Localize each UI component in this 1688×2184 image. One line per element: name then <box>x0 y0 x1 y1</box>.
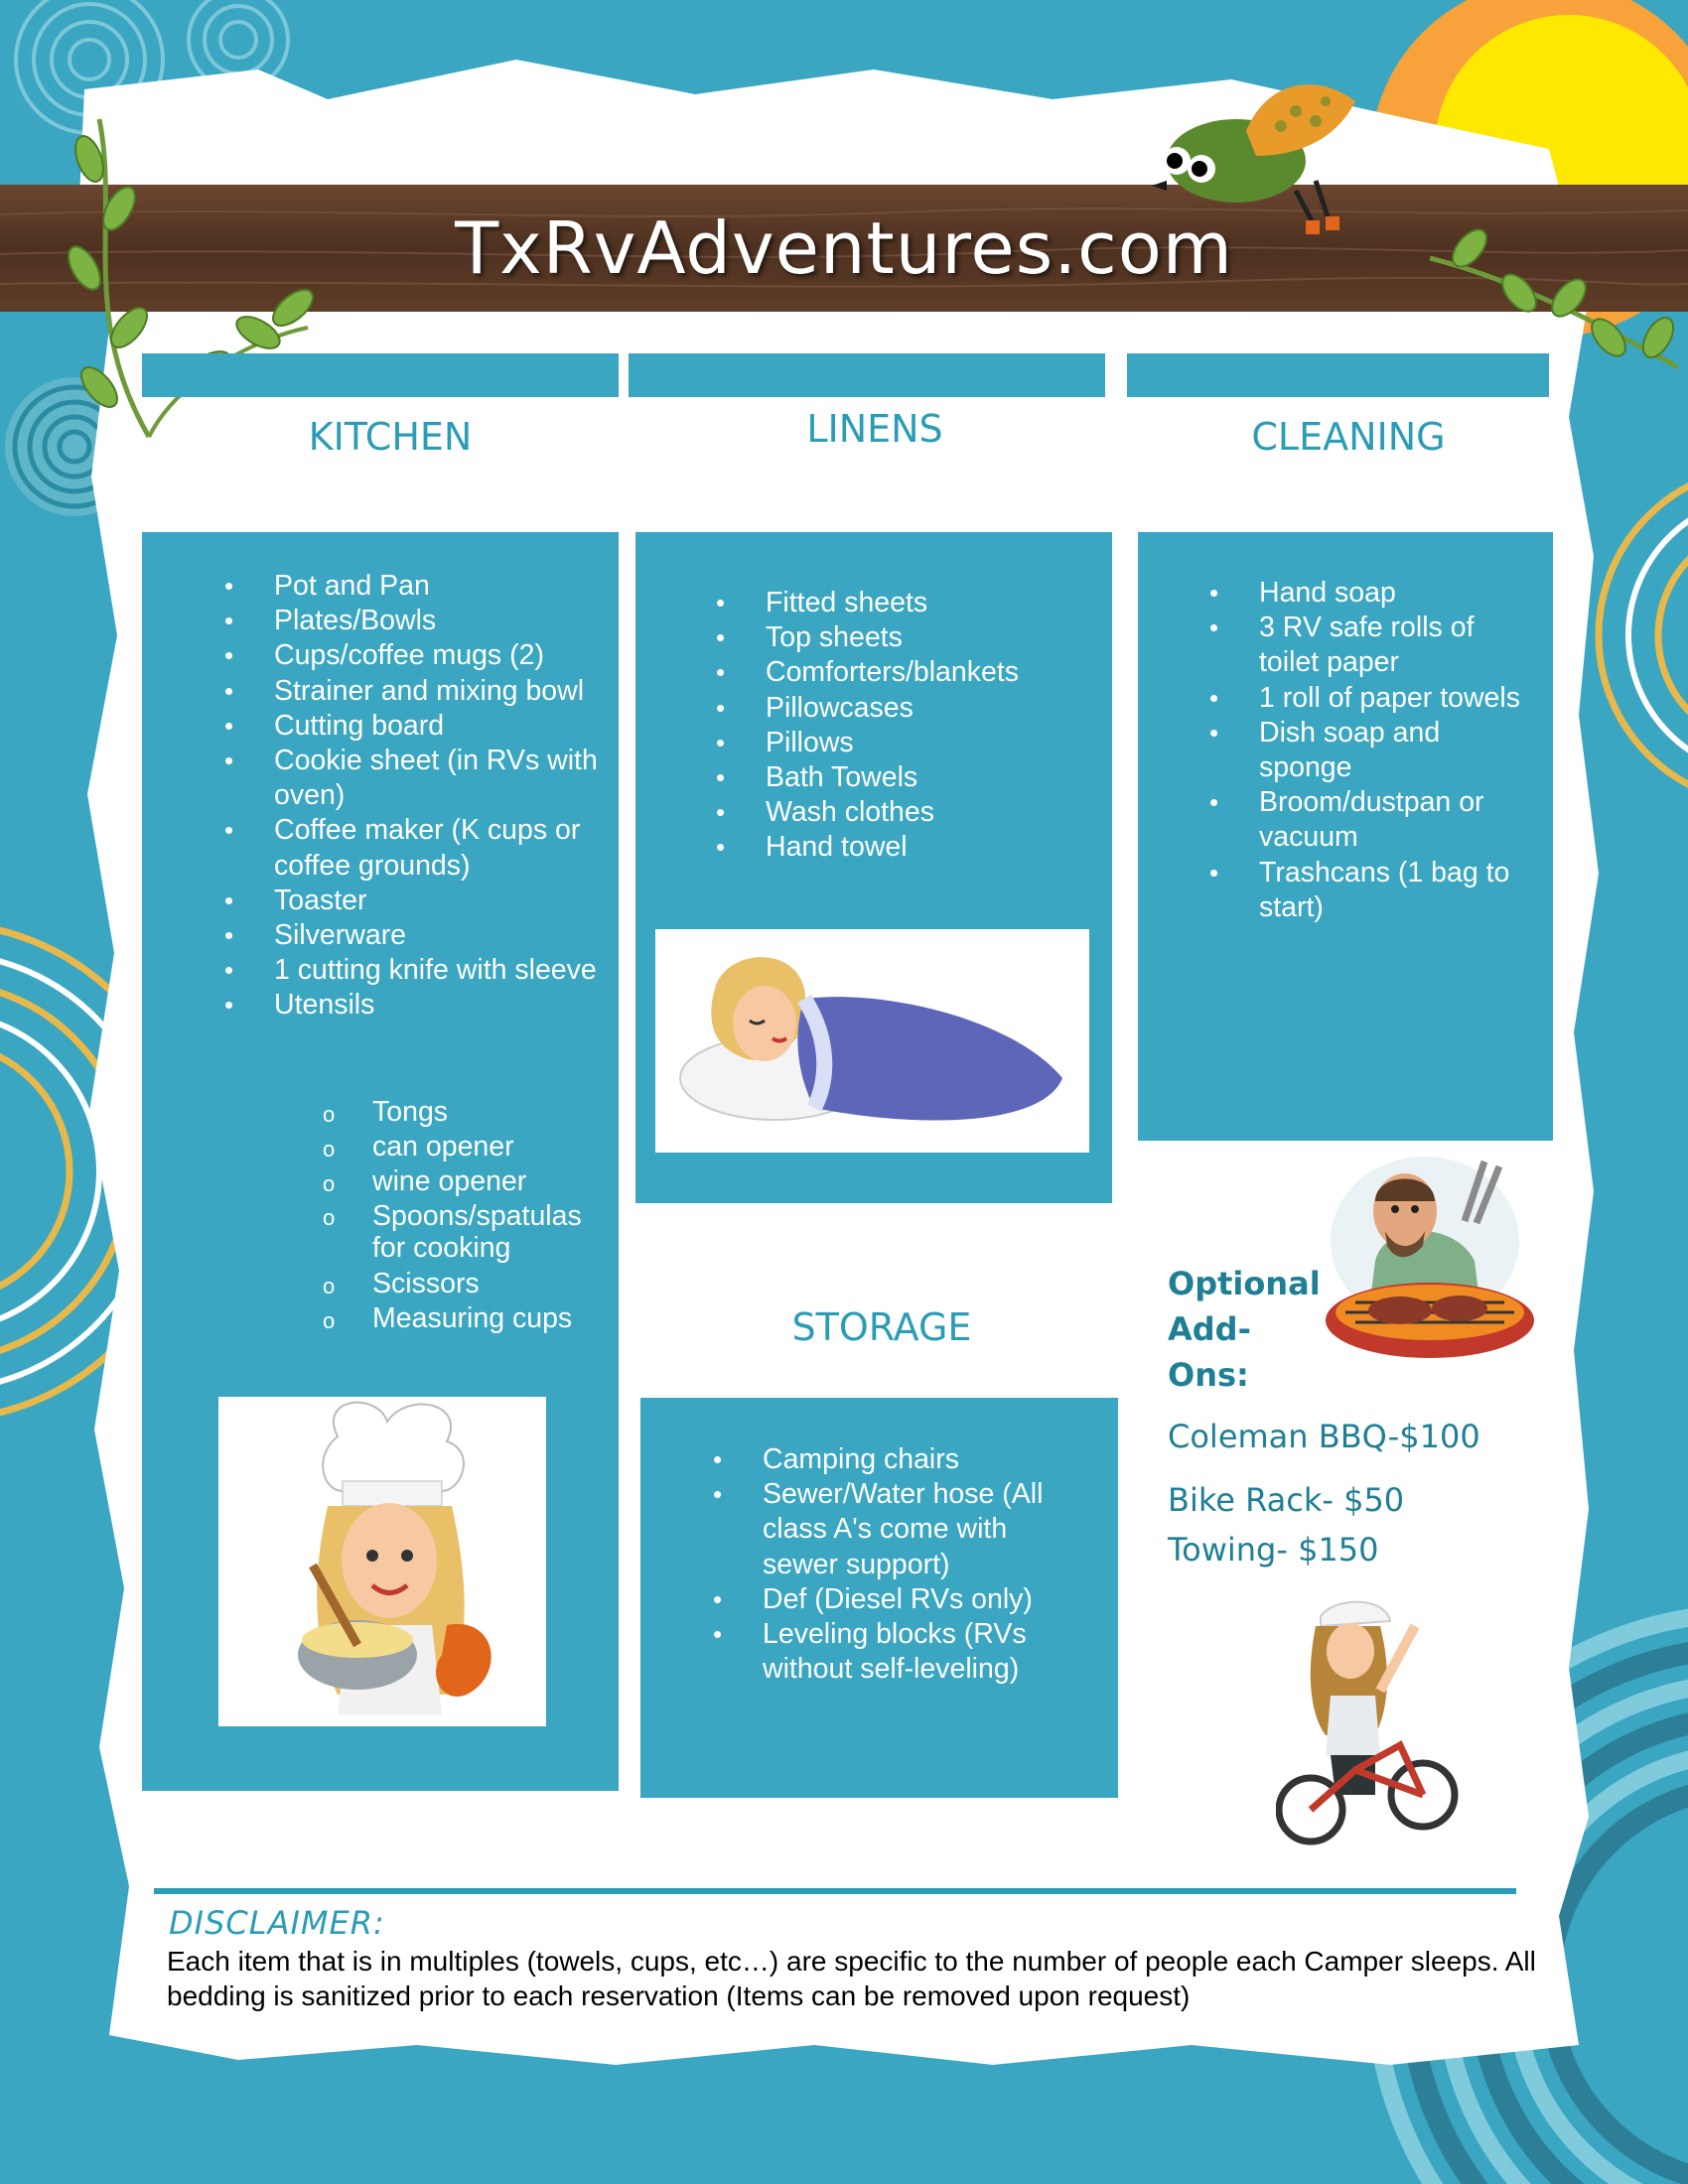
linens-heading: LINENS <box>806 407 943 451</box>
list-item: • Strainer and mixing bowl <box>274 674 612 709</box>
list-item: • Top sheets <box>766 620 1103 655</box>
cleaning-list <box>1259 576 1527 925</box>
list-item: o Spoons/spatulas for cooking <box>372 1200 611 1264</box>
divider-rule <box>154 1888 1516 1894</box>
list-item: o Tongs <box>372 1095 611 1130</box>
addon-bbq: Coleman BBQ-$100 <box>1168 1418 1480 1455</box>
linens-list <box>766 586 1103 866</box>
list-item: • Def (Diesel RVs only) <box>763 1582 1080 1617</box>
kitchen-list <box>274 569 612 1024</box>
list-item: • Hand towel <box>766 830 1103 865</box>
list-item: • Plates/Bowls <box>274 604 612 638</box>
list-item: • Bath Towels <box>766 760 1103 795</box>
list-item: • Toaster <box>274 884 612 918</box>
cleaning-heading: CLEANING <box>1251 415 1446 459</box>
site-title: TxRvAdventures.com <box>455 206 1233 290</box>
list-item: • Dish soap and sponge <box>1259 716 1527 785</box>
list-item: • Sewer/Water hose (All class A's come with sewer support) <box>763 1477 1080 1582</box>
list-item: • Cups/coffee mugs (2) <box>274 638 612 673</box>
sleeping-avatar-icon <box>655 929 1089 1153</box>
list-item: • Wash clothes <box>766 795 1103 830</box>
sleeping-illustration <box>655 929 1089 1153</box>
list-item: • 1 cutting knife with sleeve <box>274 953 612 988</box>
bird-icon <box>1147 62 1365 240</box>
chef-illustration <box>218 1397 546 1726</box>
bike-avatar-icon <box>1276 1596 1460 1856</box>
list-item: • Broom/dustpan or vacuum <box>1259 785 1527 855</box>
list-item: • Trashcans (1 bag to start) <box>1259 856 1527 925</box>
kitchen-topbar <box>142 353 619 397</box>
storage-heading: STORAGE <box>791 1305 972 1349</box>
disclaimer-text: Each item that is in multiples (towels, cups, etc…) are specific to the number of people each Camper sleeps. All bedding is sanitized prior to each reservation (Items can be removed upon request) <box>167 1946 1536 2011</box>
list-item: • Comforters/blankets <box>766 655 1103 690</box>
list-item: o Measuring cups <box>372 1301 611 1336</box>
list-item: • Pillowcases <box>766 691 1103 726</box>
addon-bike-rack: Bike Rack- $50 <box>1168 1481 1405 1519</box>
vine-left-icon <box>60 99 318 457</box>
chef-avatar-icon <box>218 1397 546 1726</box>
cleaning-topbar <box>1127 353 1549 397</box>
list-item: • Pillows <box>766 726 1103 760</box>
list-item: • Camping chairs <box>763 1442 1080 1477</box>
list-item: • Fitted sheets <box>766 586 1103 620</box>
list-item: • 1 roll of paper towels <box>1259 681 1527 716</box>
disclaimer-title: DISCLAIMER: <box>169 1904 385 1942</box>
storage-list <box>763 1442 1080 1687</box>
list-item: • Cookie sheet (in RVs with oven) <box>274 744 612 813</box>
linens-topbar <box>629 353 1105 397</box>
list-item: • Leveling blocks (RVs without self-leveling) <box>763 1617 1080 1687</box>
kitchen-heading: KITCHEN <box>308 415 473 459</box>
list-item: • Coffee maker (K cups or coffee grounds) <box>274 813 612 883</box>
list-item: • Silverware <box>274 918 612 953</box>
list-item: • Cutting board <box>274 709 612 744</box>
bbq-avatar-icon <box>1316 1152 1544 1370</box>
list-item: o can opener <box>372 1130 611 1164</box>
vine-right-icon <box>1430 199 1688 377</box>
list-item: • Hand soap <box>1259 576 1527 611</box>
addon-towing: Towing- $150 <box>1168 1531 1379 1569</box>
list-item: • Utensils <box>274 988 612 1023</box>
list-item: • Pot and Pan <box>274 569 612 604</box>
list-item: o Scissors <box>372 1267 611 1301</box>
addons-title: Optional Add-Ons: <box>1168 1265 1321 1394</box>
utensils-list <box>372 1095 611 1336</box>
list-item: o wine opener <box>372 1164 611 1199</box>
list-item: • 3 RV safe rolls of toilet paper <box>1259 611 1527 680</box>
